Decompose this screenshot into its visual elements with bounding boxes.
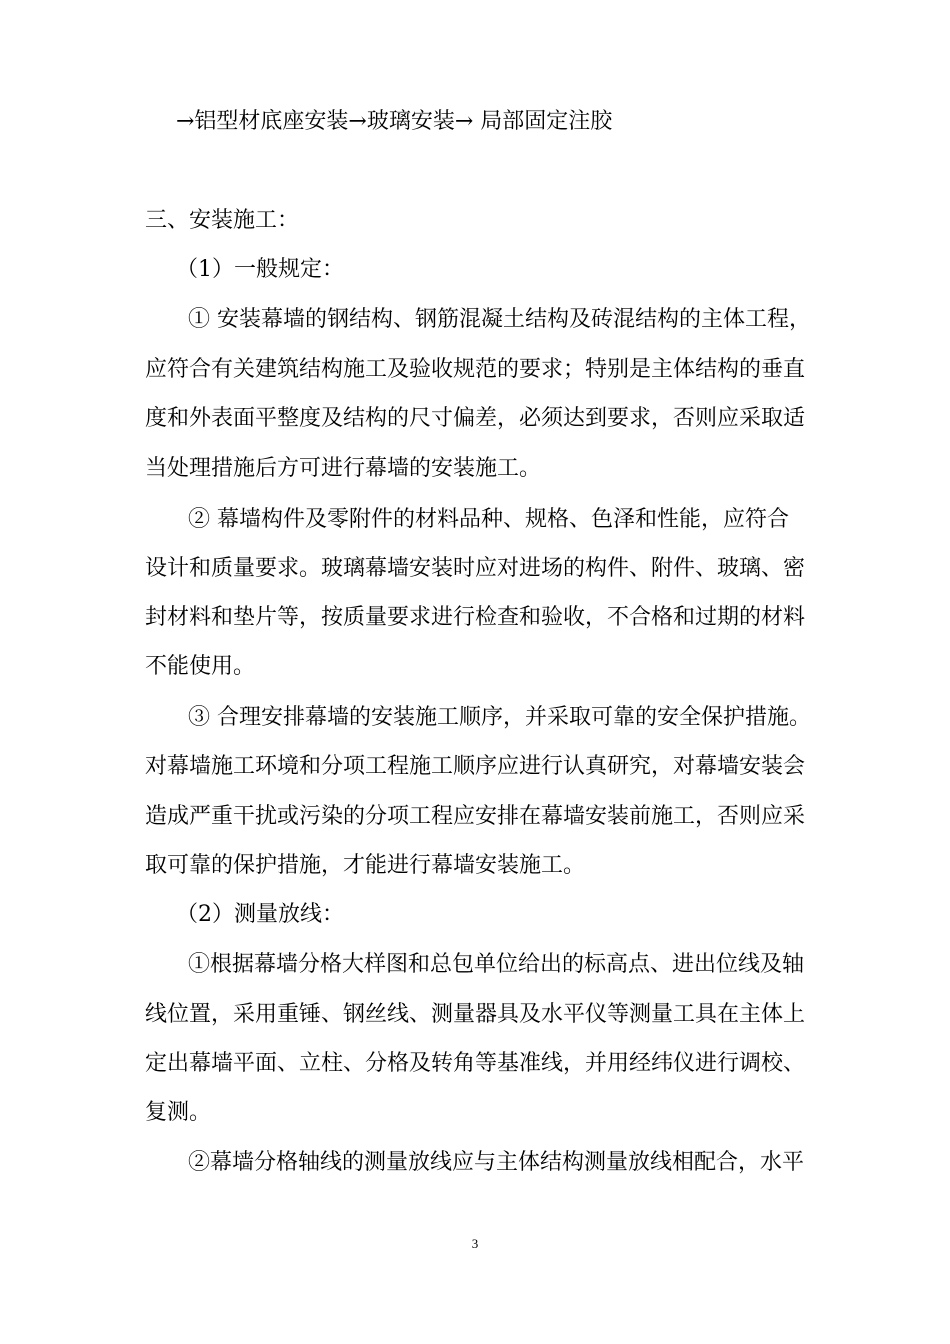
paragraph-line: ③ 合理安排幕墙的安装施工顺序，并采取可靠的安全保护措施。 (188, 705, 811, 730)
paragraph-line: 封材料和垫片等，按质量要求进行检查和验收，不合格和过期的材料 (145, 605, 806, 630)
page-number: 3 (471, 1236, 479, 1251)
paragraph-line: 当处理措施后方可进行幕墙的安装施工。 (145, 456, 542, 481)
paragraph-line: 取可靠的保护措施，才能进行幕墙安装施工。 (145, 853, 586, 878)
paragraph-line: ① 安装幕墙的钢结构、钢筋混凝土结构及砖混结构的主体工程， (188, 307, 811, 332)
paragraph-line: 应符合有关建筑结构施工及验收规范的要求；特别是主体结构的垂直 (145, 357, 806, 382)
paragraph-line: ②幕墙分格轴线的测量放线应与主体结构测量放线相配合，水平 (188, 1150, 805, 1175)
section-heading: 三、安装施工： (145, 208, 300, 233)
paragraph-line: 度和外表面平整度及结构的尺寸偏差，必须达到要求，否则应采取适 (145, 406, 806, 431)
paragraph-line: ①根据幕墙分格大样图和总包单位给出的标高点、进出位线及轴 (188, 952, 805, 977)
paragraph-line: 线位置，采用重锤、钢丝线、测量器具及水平仪等测量工具在主体上 (145, 1002, 806, 1027)
subsection-heading-general: （1）一般规定： (176, 257, 344, 282)
paragraph-line: 不能使用。 (145, 654, 256, 679)
paragraph-line: 造成严重干扰或污染的分项工程应安排在幕墙安装前施工，否则应采 (145, 804, 806, 829)
paragraph-line: 复测。 (145, 1100, 212, 1125)
paragraph-line: 设计和质量要求。玻璃幕墙安装时应对进场的构件、附件、玻璃、密 (145, 556, 806, 581)
paragraph-line: ② 幕墙构件及零附件的材料品种、规格、色泽和性能，应符合 (188, 507, 789, 532)
paragraph-line: 对幕墙施工环境和分项工程施工顺序应进行认真研究，对幕墙安装会 (145, 754, 806, 779)
process-flow-line: →铝型材底座安装→玻璃安装→ 局部固定注胶 (176, 109, 613, 134)
subsection-heading-survey: （2）测量放线： (176, 902, 344, 927)
paragraph-line: 定出幕墙平面、立柱、分格及转角等基准线，并用经纬仪进行调校、 (145, 1051, 806, 1076)
